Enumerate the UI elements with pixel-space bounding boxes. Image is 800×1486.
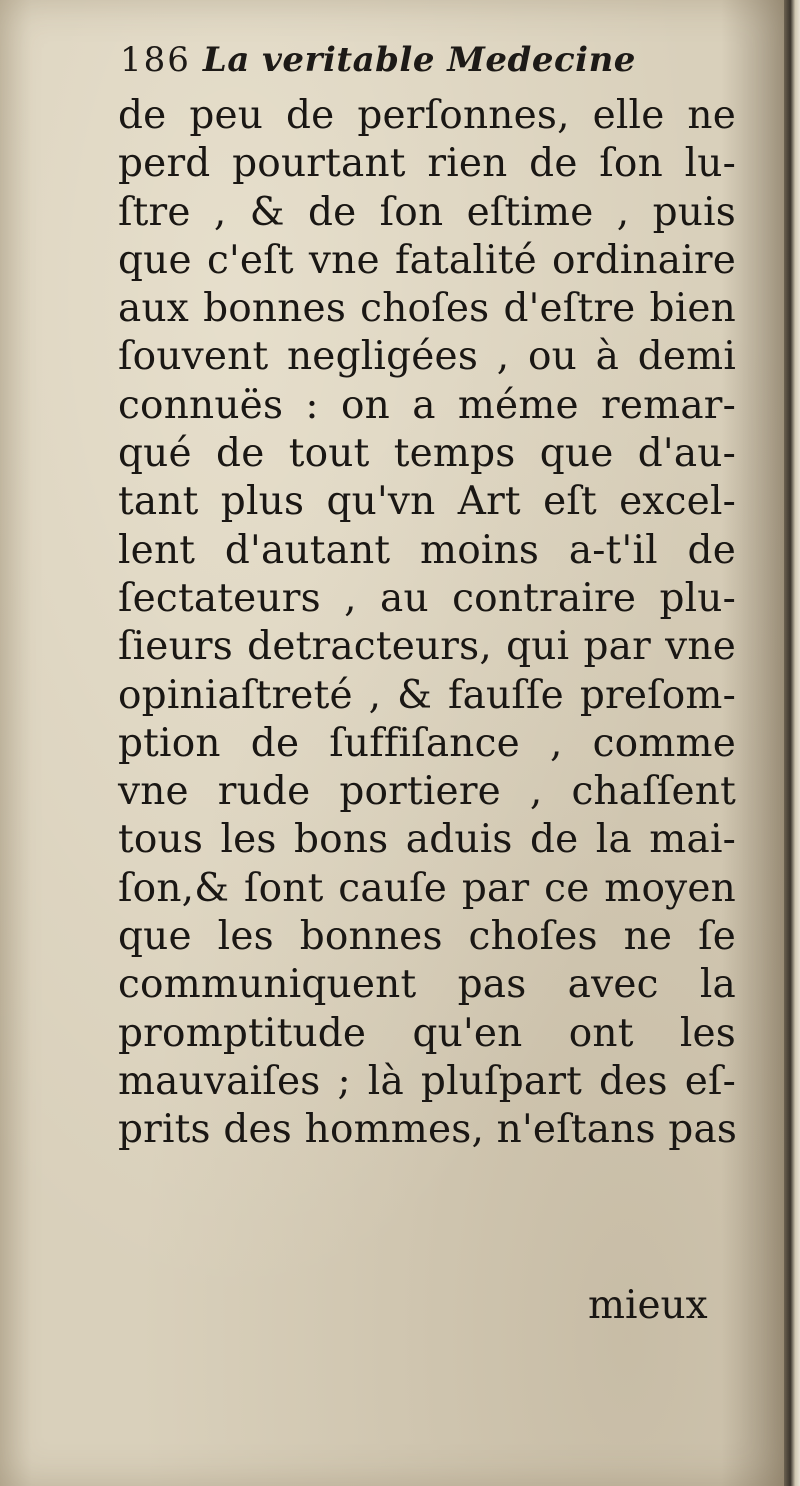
running-title: La veritable Medecine: [202, 40, 636, 80]
text-line: mauvaiſes ; là pluſpart des eſ-: [118, 1058, 736, 1104]
text-line: lent d'autant moins a-t'il de: [118, 527, 736, 573]
text-line: vne rude portiere , chaſſent: [118, 769, 736, 815]
text-line: tant plus qu'vn Art eſt excel-: [118, 479, 736, 525]
body-text: [118, 92, 736, 1155]
page-header: [120, 40, 636, 80]
text-line: opiniaſtreté , & fauſſe preſom-: [118, 672, 736, 718]
text-line: que c'eſt vne fatalité ordinaire: [118, 237, 736, 283]
catchword: mieux: [588, 1283, 708, 1328]
text-line: ſectateurs , au contraire plu-: [118, 575, 736, 621]
text-line: tous les bons aduis de la mai-: [118, 817, 736, 863]
text-line: de peu de perſonnes, elle ne: [118, 93, 736, 138]
text-line: ſouvent negligées , ou à demi: [118, 334, 736, 380]
text-line: aux bonnes choſes d'eſtre bien: [118, 286, 736, 332]
text-line: ſtre , & de ſon eſtime , puis: [118, 189, 736, 235]
text-line: prits des hommes, n'eſtans pas: [118, 1107, 738, 1153]
text-line: qué de tout temps que d'au-: [118, 431, 736, 477]
text-line: promptitude qu'en ont les: [118, 1010, 736, 1056]
text-line: communiquent pas avec la: [118, 962, 736, 1008]
text-line: que les bonnes choſes ne ſe: [118, 914, 736, 960]
page-edge: [784, 0, 800, 1486]
page-number: 186: [120, 40, 191, 80]
text-line: connuës : on a méme remar-: [118, 382, 736, 428]
text-line: ſieurs detracteurs, qui par vne: [118, 624, 736, 670]
text-line: ption de ſuffiſance , comme: [118, 720, 736, 766]
text-line: perd pourtant rien de ſon lu-: [118, 141, 736, 187]
text-line: ſon,& ſont cauſe par ce moyen: [118, 865, 736, 911]
